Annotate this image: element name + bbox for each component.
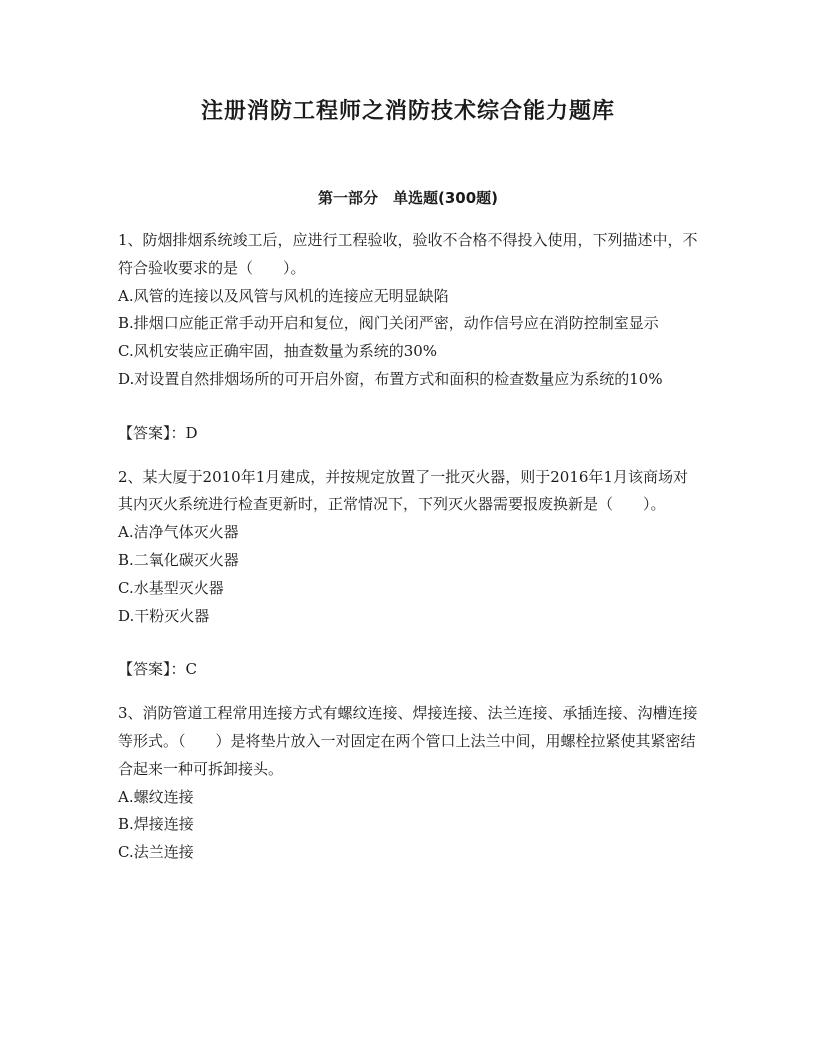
answer-line: 【答案】：D xyxy=(118,423,198,442)
option-c: C.法兰连接 xyxy=(118,843,194,862)
section-heading: 第一部分 单选题(300题) xyxy=(317,189,499,207)
option-a: A.洁净气体灭火器 xyxy=(118,523,239,542)
question-1 xyxy=(118,227,698,448)
option-a: A.螺纹连接 xyxy=(118,787,194,806)
question-stem: 1、防烟排烟系统竣工后，应进行工程验收，验收不合格不得投入使用，下列描述中，不符合验收要求的是（ ）。 xyxy=(118,231,698,277)
question-list xyxy=(118,227,698,867)
question-stem: 3、消防管道工程常用连接方式有螺纹连接、焊接连接、法兰连接、承插连接、沟槽连接等形式。（ ）是将垫片放入一对固定在两个管口上法兰中间，用螺栓拉紧使其紧密结合起来一种可拆卸接头。 xyxy=(118,704,698,778)
option-b: B.二氧化碳灭火器 xyxy=(118,550,239,569)
option-c: C.风机安装应正确牢固，抽查数量为系统的30% xyxy=(118,342,438,361)
option-d: D.对设置自然排烟场所的可开启外窗，布置方式和面积的检查数量应为系统的10% xyxy=(118,369,663,388)
option-a: A.风管的连接以及风管与风机的连接应无明显缺陷 xyxy=(118,286,449,305)
option-b: B.焊接连接 xyxy=(118,815,194,834)
question-stem: 2、某大厦于2010年1月建成，并按规定放置了一批灭火器，则于2016年1月该商场对其内灭火系统进行检查更新时，正常情况下，下列灭火器需要报废换新是（ ）。 xyxy=(118,467,688,514)
option-c: C.水基型灭火器 xyxy=(118,578,224,597)
question-3 xyxy=(118,700,698,867)
answer-line: 【答案】：C xyxy=(118,660,197,679)
question-2 xyxy=(118,464,698,685)
option-b: B.排烟口应能正常手动开启和复位，阀门关闭严密，动作信号应在消防控制室显示 xyxy=(118,314,659,333)
document-title: 注册消防工程师之消防技术综合能力题库 xyxy=(200,99,615,124)
option-d: D.干粉灭火器 xyxy=(118,606,210,625)
